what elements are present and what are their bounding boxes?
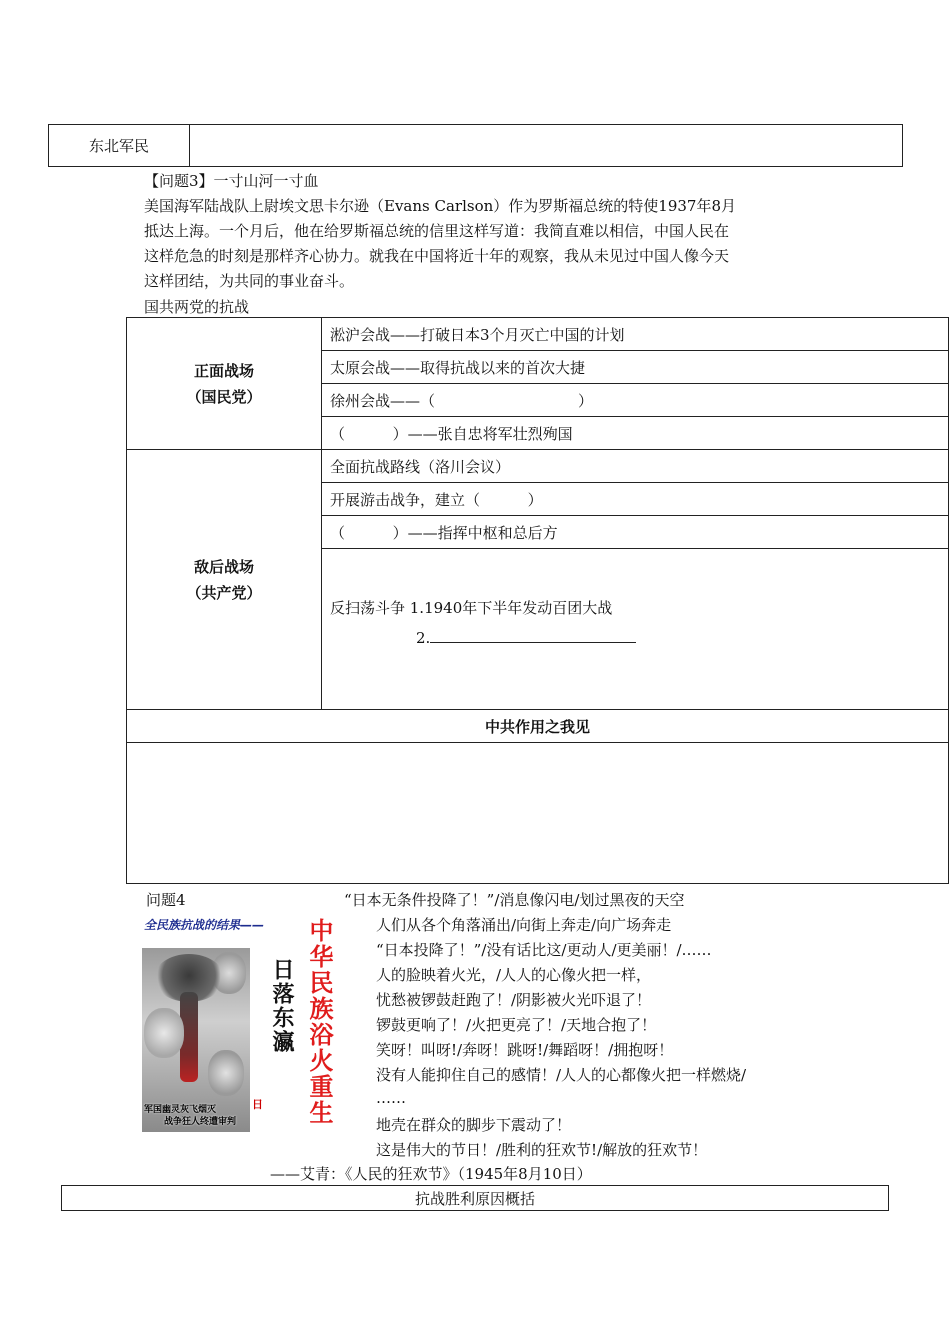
rear-title: 敌后战场 xyxy=(193,557,254,576)
poem-line-3: “日本投降了！”/没有话比这/更动人/更美丽！/…… xyxy=(376,941,712,959)
q4-label: 问题4 xyxy=(146,891,186,909)
top-table-label: 东北军民 xyxy=(49,125,190,167)
poem-line-9: …… xyxy=(376,1089,406,1107)
poem-line-11: 这是伟大的节日！/胜利的狂欢节!/解放的狂欢节！ xyxy=(376,1141,708,1159)
front-party: （国民党） xyxy=(186,387,262,406)
top-table xyxy=(48,124,903,167)
poster-title-black: 日落东瀛 xyxy=(269,958,294,1054)
sweep-answer-blank[interactable] xyxy=(430,628,636,643)
front-row-2: 太原会战——取得抗战以来的首次大捷 xyxy=(322,351,949,384)
front-battlefield-cell xyxy=(127,318,322,450)
poster-caption xyxy=(144,1104,236,1128)
sweep-line-2: 2. xyxy=(416,629,431,647)
poem-line-5: 忧愁被锣鼓赶跑了！/阴影被火光吓退了！ xyxy=(376,991,652,1009)
poster-slogan: 全民族抗战的结果—— xyxy=(144,918,265,932)
q3-line-2: 抵达上海。一个月后，他在给罗斯福总统的信里这样写道：我简直难以相信，中国人民在 xyxy=(144,222,730,240)
front-title: 正面战场 xyxy=(193,361,254,380)
q3-line-1: 美国海军陆战队上尉埃文思卡尔逊（Evans Carlson）作为罗斯福总统的特使1937年8月 xyxy=(144,197,736,215)
rear-battlefield-cell xyxy=(127,450,322,710)
poem-line-10: 地壳在群众的脚步下震动了！ xyxy=(376,1116,572,1134)
q3-subheading: 国共两党的抗战 xyxy=(144,298,250,316)
bottom-table xyxy=(61,1185,889,1211)
war-victory-poster xyxy=(140,912,272,1130)
poem-line-4: 人的脸映着火光，/人人的心像火把一样， xyxy=(376,966,652,984)
rear-party: （共产党） xyxy=(186,583,262,602)
rear-row-3[interactable]: （ ）——指挥中枢和总后方 xyxy=(322,516,949,549)
opinion-header: 中共作用之我见 xyxy=(127,710,949,743)
sweep-line-1: 反扫荡斗争 1.1940年下半年发动百团大战 xyxy=(330,599,613,617)
front-row-3[interactable]: 徐州会战——（ ） xyxy=(322,384,949,417)
poster-photo xyxy=(142,948,250,1132)
q3-line-4: 这样团结，为共同的事业奋斗。 xyxy=(144,272,355,290)
rear-sweep-cell xyxy=(322,549,949,710)
poster-title-red: 中华民族浴火重生 xyxy=(305,918,333,1126)
poem-attribution: ——艾青：《人民的狂欢节》（1945年8月10日） xyxy=(270,1165,592,1183)
poster-char: 日 xyxy=(252,1098,263,1111)
q3-line-3: 这样危急的时刻是那样齐心协力。就我在中国将近十年的观察，我从未见过中国人像今天 xyxy=(144,247,730,265)
front-row-1: 淞沪会战——打破日本3个月灭亡中国的计划 xyxy=(322,318,949,351)
poem-line-6: 锣鼓更响了！/火把更亮了！/天地合抱了！ xyxy=(376,1016,657,1034)
poem-line-2: 人们从各个角落涌出/向街上奔走/向广场奔走 xyxy=(376,916,672,934)
portrait-left xyxy=(144,1008,184,1058)
portrait-right xyxy=(208,1050,244,1096)
poem-line-7: 笑呀！叫呀!/奔呀！跳呀!/舞蹈呀！/拥抱呀！ xyxy=(376,1041,674,1059)
top-table-content[interactable] xyxy=(190,125,903,167)
bottom-table-header: 抗战胜利原因概括 xyxy=(62,1186,889,1211)
poem-line-1: “日本无条件投降了！”/消息像闪电/划过黑夜的天空 xyxy=(344,891,685,909)
poster-caption-1: 军国幽灵灰飞烟灭 xyxy=(144,1105,217,1115)
poster-caption-2: 战争狂人终遭审判 xyxy=(164,1117,237,1127)
rear-row-2[interactable]: 开展游击战争，建立（ ） xyxy=(322,483,949,516)
poem-line-8: 没有人能抑住自己的感情！/人人的心都像火把一样燃烧/ xyxy=(376,1066,747,1084)
front-row-4[interactable]: （ ）——张自忠将军壮烈殉国 xyxy=(322,417,949,450)
opinion-body[interactable] xyxy=(127,743,949,884)
rear-row-1: 全面抗战路线（洛川会议） xyxy=(322,450,949,483)
q3-heading: 【问题3】一寸山河一寸血 xyxy=(144,172,319,190)
battle-table xyxy=(126,317,949,884)
